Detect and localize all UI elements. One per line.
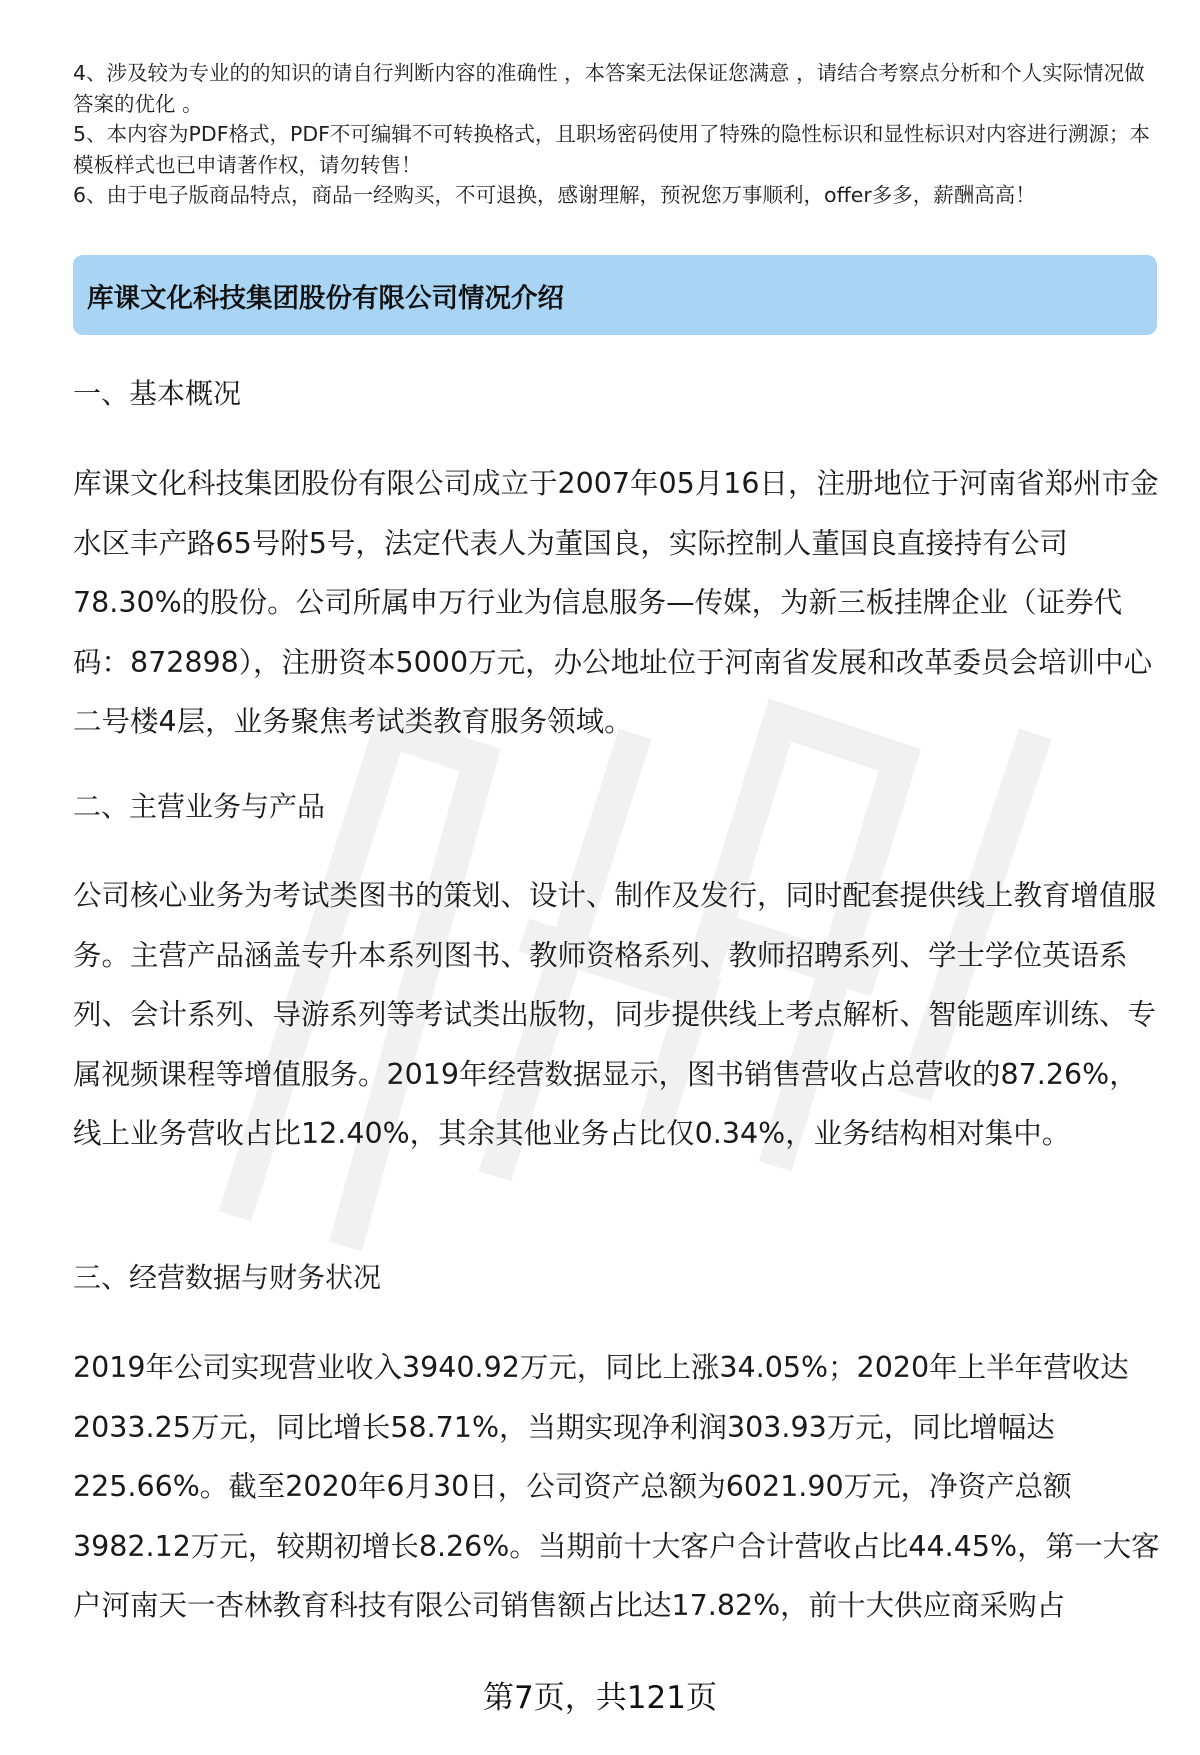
section-heading-financials: 三、经营数据与财务状况 bbox=[73, 1261, 382, 1294]
page-title: 库课文化科技集团股份有限公司情况介绍 bbox=[87, 282, 564, 314]
section-body-overview: 库课文化科技集团股份有限公司成立于2007年05月16日，注册地位于河南省郑州市金水区丰产路65号附5号，法定代表人为董国良，实际控制人董国良直接持有公司78.30%的股份。公司所属申万行业为信息服务—传媒，为新三板挂牌企业（证券代码：872898），注册资本5000万元，办公地址位于河南省发展和改革委员会培训中心二号楼4层，业务聚焦考试类教育服务领域。 bbox=[73, 467, 1159, 738]
section-body-financials: 2019年公司实现营业收入3940.92万元，同比上涨34.05%；2020年上半年营收达2033.25万元，同比增长58.71%，当期实现净利润303.93万元，同比增幅达225.66%。截至2020年6月30日，公司资产总额为6021.90万元，净资产总额3982.12万元，较期初增长8.26%。当期前十大客户合计营收占比44.45%，第一大客户河南天一杏林教育科技有限公司销售额占比达17.82%，前十大供应商采购占 bbox=[73, 1351, 1160, 1622]
note-5: 5、本内容为PDF格式，PDF不可编辑不可转换格式，且职场密码使用了特殊的隐性标识和显性标识对内容进行溯源；本模板样式也已申请著作权，请勿转售！ bbox=[73, 122, 1150, 177]
note-4: 4、涉及较为专业的的知识的请自行判断内容的准确性 ，本答案无法保证您满意 ，请结合考察点分析和个人实际情况做答案的优化 。 bbox=[73, 61, 1145, 116]
title-banner bbox=[73, 255, 1157, 335]
section-heading-business: 二、主营业务与产品 bbox=[73, 790, 326, 823]
disclaimer-notes bbox=[73, 58, 1153, 211]
section-heading-overview: 一、基本概况 bbox=[73, 377, 242, 410]
page-number: 第7页，共121页 bbox=[483, 1680, 717, 1716]
section-body-business: 公司核心业务为考试类图书的策划、设计、制作及发行，同时配套提供线上教育增值服务。主营产品涵盖专升本系列图书、教师资格系列、教师招聘系列、学士学位英语系列、会计系列、导游系列等考试类出版物，同步提供线上考点解析、智能题库训练、专属视频课程等增值服务。2019年经营数据显示，图书销售营收占总营收的87.26%，线上业务营收占比12.40%，其余其他业务占比仅0.34%，业务结构相对集中。 bbox=[73, 879, 1157, 1150]
note-6: 6、由于电子版商品特点，商品一经购买，不可退换，感谢理解，预祝您万事顺利，offer多多，薪酬高高！ bbox=[73, 183, 1036, 207]
